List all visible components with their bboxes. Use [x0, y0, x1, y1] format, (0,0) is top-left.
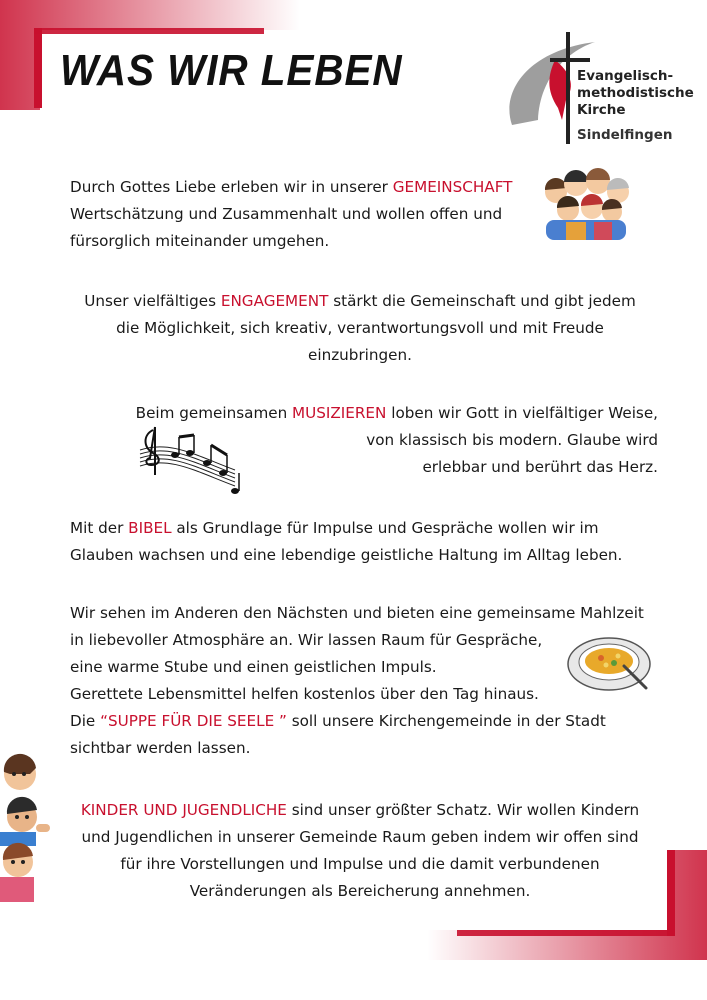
bibel-text: Mit der — [70, 519, 129, 537]
group-of-people-icon — [536, 162, 636, 242]
engagement-highlight: ENGAGEMENT — [220, 292, 329, 310]
logo-location: Sindelfingen — [577, 127, 673, 143]
kinder-line-3: für ihre Vorstellungen und Impulse und die damit verbundenen — [120, 855, 600, 873]
gemeinschaft-line-2: Wertschätzung und Zusammenhalt und wollen offen und — [70, 205, 503, 223]
section-bibel — [70, 515, 622, 569]
suppe-line-5-post: soll unsere Kirchengemeinde in der Stadt — [286, 712, 606, 730]
bibel-line-2: Glauben wachsen und eine lebendige geistliche Haltung im Alltag leben. — [70, 546, 623, 564]
logo-text — [577, 68, 694, 119]
engagement-line-3: einzubringen. — [308, 346, 412, 364]
kinder-text: sind unser größter Schatz. Wir wollen Kindern — [286, 801, 640, 819]
children-peeking-icon — [0, 752, 62, 902]
page-title: WAS WIR LEBEN — [60, 46, 403, 95]
kinder-highlight: KINDER UND JUGENDLICHE — [80, 801, 287, 819]
suppe-highlight: “SUPPE FÜR DIE SEELE ” — [100, 712, 287, 730]
kinder-line-4: Veränderungen als Bereicherung annehmen. — [189, 882, 531, 900]
musizieren-text-post: loben wir Gott in vielfältiger Weise, — [386, 404, 658, 422]
musizieren-highlight: MUSIZIEREN — [292, 404, 387, 422]
gemeinschaft-text: Durch Gottes Liebe erleben wir in unserer — [70, 178, 393, 196]
musizieren-text: Beim gemeinsamen — [135, 404, 293, 422]
section-gemeinschaft — [70, 174, 512, 255]
kinder-line-2: und Jugendlichen in unserer Gemeinde Raum geben indem wir offen sind — [81, 828, 639, 846]
suppe-line-4: Gerettete Lebensmittel helfen kostenlos über den Tag hinaus. — [70, 685, 539, 703]
gemeinschaft-line-3: fürsorglich miteinander umgehen. — [70, 232, 330, 250]
suppe-line-6: sichtbar werden lassen. — [70, 739, 251, 757]
suppe-line-5: Die — [70, 712, 101, 730]
music-notes-icon — [135, 425, 245, 500]
section-engagement — [70, 288, 650, 369]
section-kinder — [70, 797, 650, 905]
section-suppe — [70, 600, 644, 762]
musizieren-line-3: erlebbar und berührt das Herz. — [422, 458, 658, 476]
suppe-line-2: in liebevoller Atmosphäre an. Wir lassen Raum für Gespräche, — [70, 631, 543, 649]
logo-line-2: methodistische — [577, 85, 694, 101]
musizieren-line-2: von klassisch bis modern. Glaube wird — [366, 431, 658, 449]
logo-line-1: Evangelisch- — [577, 68, 674, 84]
bibel-text-post: als Grundlage für Impulse und Gespräche wollen wir im — [171, 519, 599, 537]
engagement-text: Unser vielfältiges — [84, 292, 221, 310]
logo-line-3: Kirche — [577, 102, 626, 118]
bibel-highlight: BIBEL — [128, 519, 172, 537]
engagement-text-post: stärkt die Gemeinschaft und gibt jedem — [328, 292, 636, 310]
engagement-line-2: die Möglichkeit, sich kreativ, verantwortungsvoll und mit Freude — [116, 319, 604, 337]
gemeinschaft-highlight: GEMEINSCHAFT — [392, 178, 513, 196]
suppe-line-3: eine warme Stube und einen geistlichen Impuls. — [70, 658, 437, 676]
suppe-line-1: Wir sehen im Anderen den Nächsten und bieten eine gemeinsame Mahlzeit — [70, 604, 644, 622]
soup-bowl-icon — [566, 628, 652, 694]
